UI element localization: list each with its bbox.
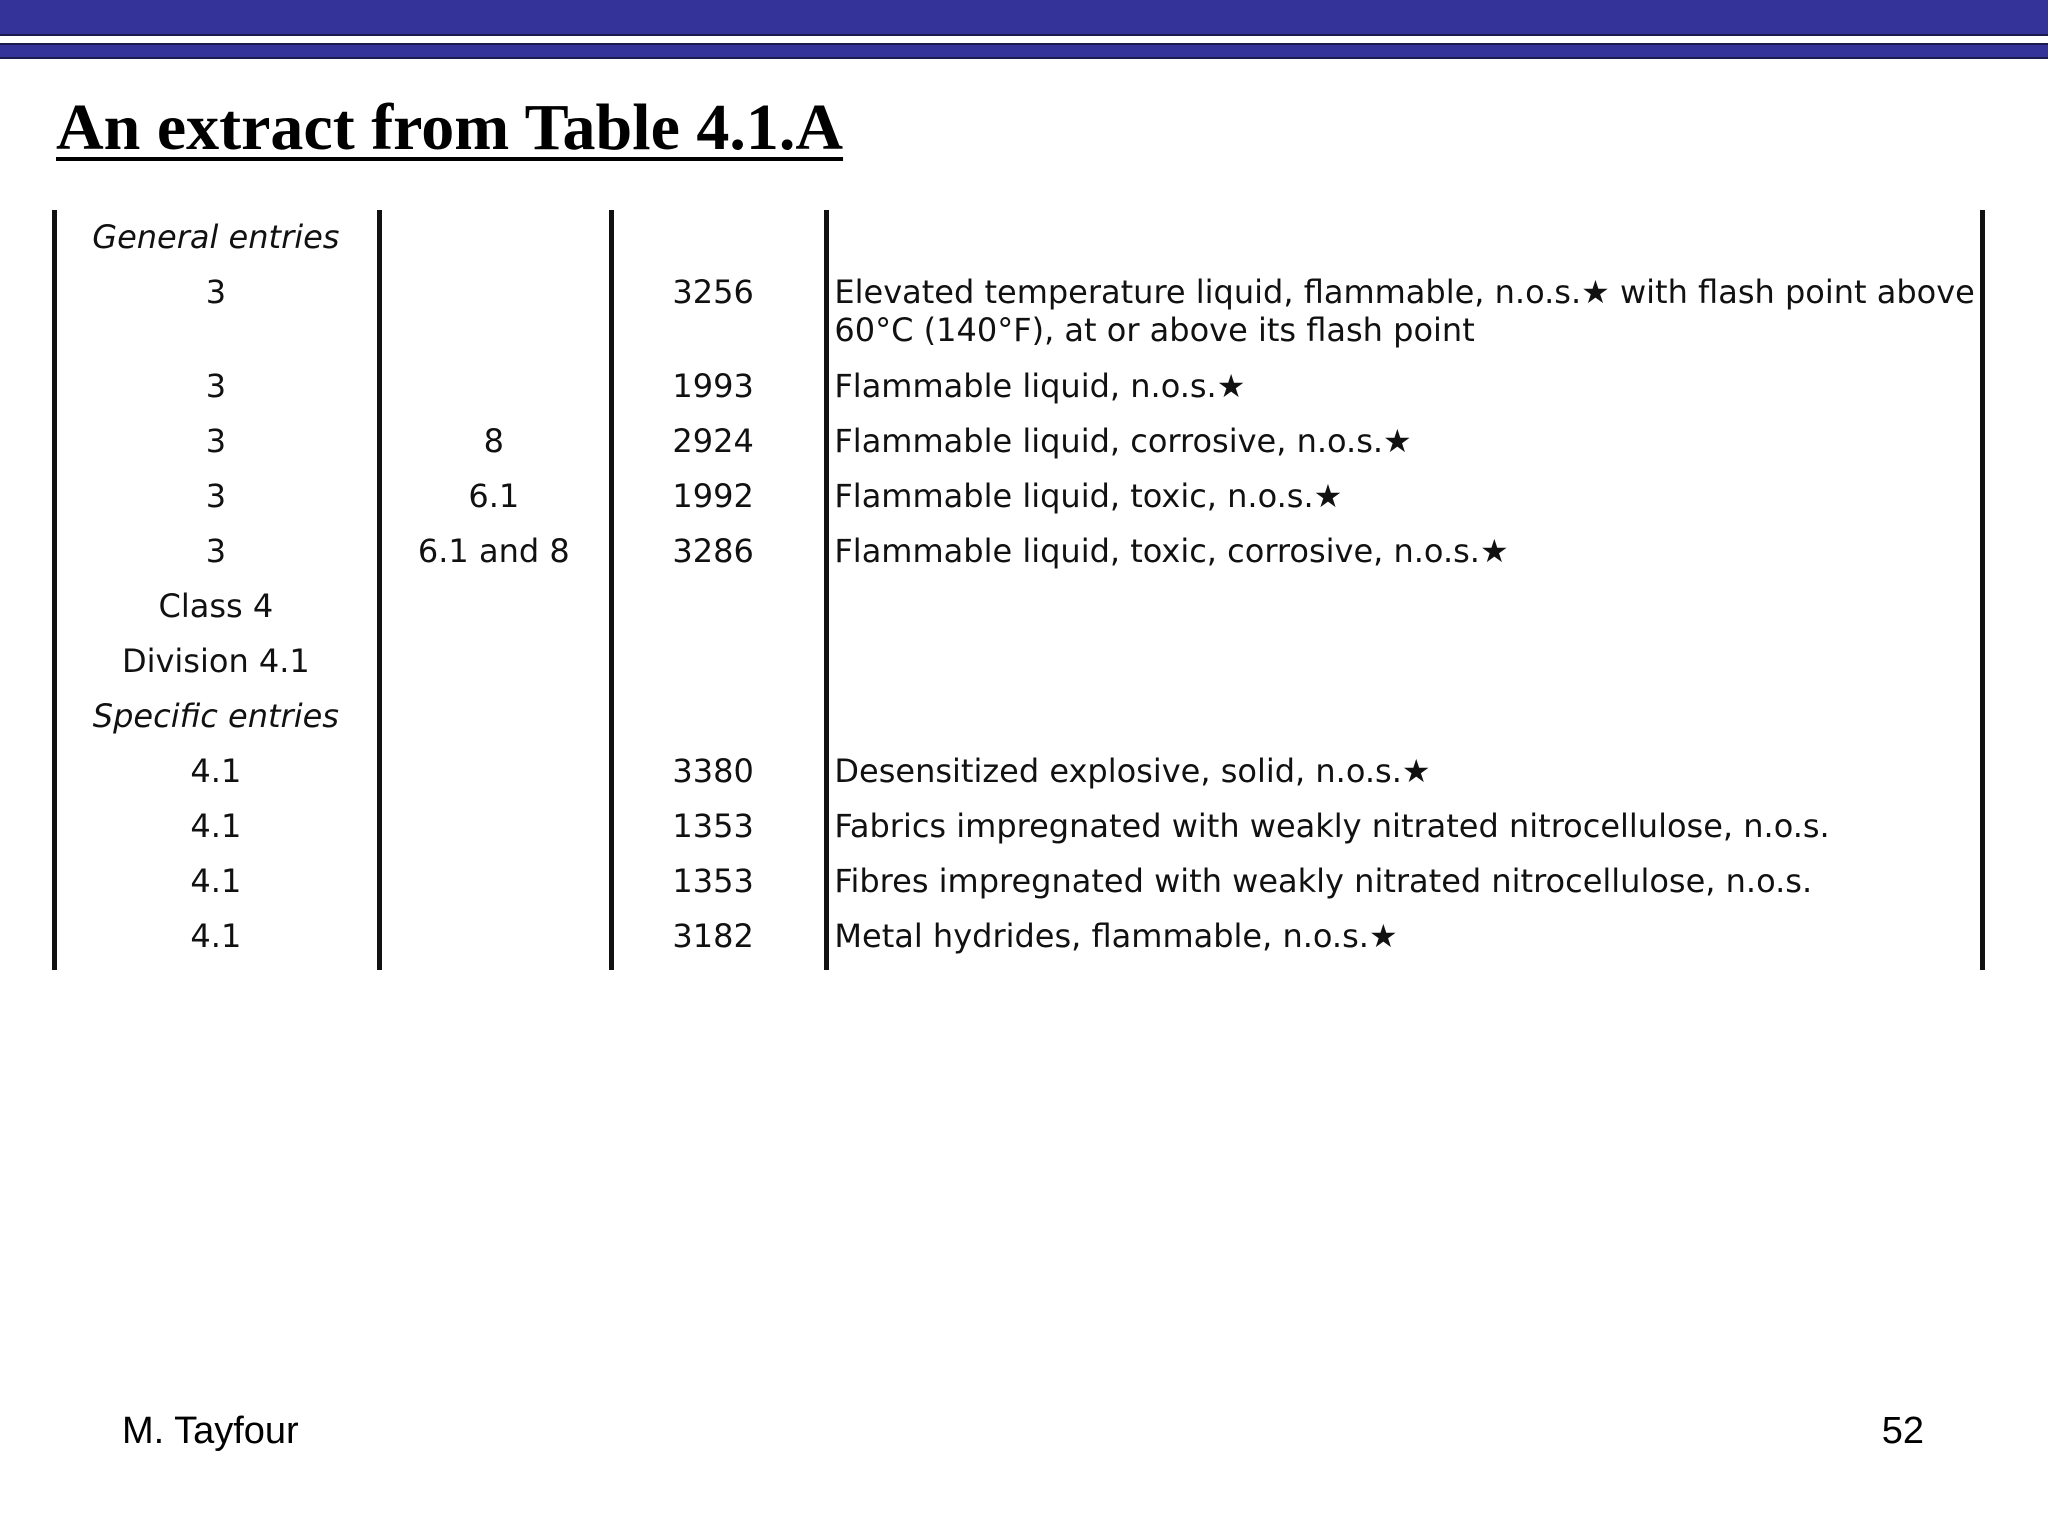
- description-cell: [818, 642, 1988, 697]
- class-cell: 3: [205, 422, 227, 460]
- description-cell: [818, 697, 1988, 752]
- table-row: [52, 273, 1988, 367]
- description-cell: Flammable liquid, n.o.s.★: [834, 367, 1246, 405]
- description-cell: Flammable liquid, toxic, corrosive, n.o.s.★: [834, 532, 1509, 570]
- class-cell: 4.1: [190, 807, 242, 845]
- un-number-cell: 2924: [672, 422, 754, 460]
- subsidiary-risk-cell: [380, 642, 608, 697]
- description-cell: [818, 218, 1988, 273]
- top-header-band: [0, 0, 2048, 36]
- class-cell: General entries: [92, 218, 340, 256]
- table-row: [52, 697, 1988, 752]
- subsidiary-risk-cell: 8: [483, 422, 504, 460]
- description-cell: Elevated temperature liquid, flammable, n.o.s.★ with flash point above 60°C (140°F), at or above its flash point: [834, 273, 1975, 349]
- subsidiary-risk-cell: [380, 587, 608, 642]
- table-row: [52, 862, 1988, 917]
- subsidiary-risk-cell: [380, 862, 608, 917]
- un-number-cell: [608, 587, 819, 642]
- description-cell: [818, 587, 1988, 642]
- table-row: [52, 917, 1988, 972]
- subsidiary-risk-cell: 6.1: [468, 477, 520, 515]
- dangerous-goods-table: [52, 210, 1988, 970]
- page-number: 52: [1881, 1410, 1924, 1452]
- footer-author: M. Tayfour: [122, 1410, 299, 1452]
- class-cell: 3: [205, 477, 227, 515]
- un-number-cell: 1993: [672, 367, 754, 405]
- class-cell: Specific entries: [92, 697, 339, 735]
- description-cell: Flammable liquid, toxic, n.o.s.★: [834, 477, 1343, 515]
- un-number-cell: 1992: [672, 477, 754, 515]
- un-number-cell: 3182: [672, 917, 754, 955]
- table-row: [52, 807, 1988, 862]
- un-number-cell: 1353: [672, 807, 754, 845]
- slide-title: An extract from Table 4.1.A: [56, 91, 844, 164]
- un-number-cell: 3286: [672, 532, 754, 570]
- class-cell: 4.1: [190, 752, 242, 790]
- table-row: [52, 477, 1988, 532]
- un-number-cell: [608, 697, 819, 752]
- table-row: [52, 642, 1988, 697]
- class-cell: 4.1: [190, 917, 242, 955]
- un-number-cell: [608, 218, 819, 273]
- subsidiary-risk-cell: [380, 752, 608, 807]
- un-number-cell: 1353: [672, 862, 754, 900]
- subsidiary-risk-cell: 6.1 and 8: [417, 532, 570, 570]
- description-cell: Desensitized explosive, solid, n.o.s.★: [834, 752, 1431, 790]
- subsidiary-risk-cell: [380, 917, 608, 972]
- subsidiary-risk-cell: [380, 807, 608, 862]
- description-cell: Metal hydrides, flammable, n.o.s.★: [834, 917, 1398, 955]
- subsidiary-risk-cell: [380, 697, 608, 752]
- subsidiary-risk-cell: [380, 273, 608, 367]
- class-cell: 4.1: [190, 862, 242, 900]
- table-row: [52, 752, 1988, 807]
- table-row: [52, 587, 1988, 642]
- class-cell: 3: [205, 273, 227, 311]
- un-number-cell: 3256: [672, 273, 754, 311]
- class-cell: 3: [205, 367, 227, 405]
- table-row: [52, 422, 1988, 477]
- subsidiary-risk-cell: [380, 218, 608, 273]
- class-cell: Division 4.1: [121, 642, 310, 680]
- table-row: [52, 367, 1988, 422]
- description-cell: Flammable liquid, corrosive, n.o.s.★: [834, 422, 1412, 460]
- table-row: [52, 218, 1988, 273]
- table-body: [52, 218, 1988, 972]
- table-row: [52, 532, 1988, 587]
- class-cell: Class 4: [158, 587, 274, 625]
- subsidiary-risk-cell: [380, 367, 608, 422]
- header-stripe: [0, 43, 2048, 59]
- class-cell: 3: [205, 532, 227, 570]
- description-cell: Fibres impregnated with weakly nitrated nitrocellulose, n.o.s.: [834, 862, 1813, 900]
- un-number-cell: 3380: [672, 752, 754, 790]
- description-cell: Fabrics impregnated with weakly nitrated nitrocellulose, n.o.s.: [834, 807, 1830, 845]
- un-number-cell: [608, 642, 819, 697]
